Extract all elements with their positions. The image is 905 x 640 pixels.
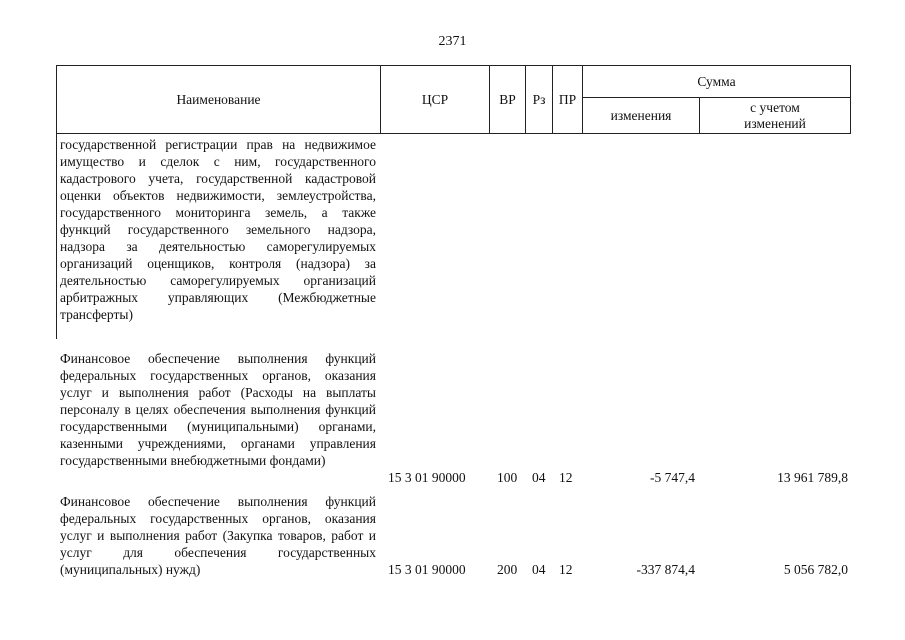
header-name: Наименование	[56, 65, 381, 134]
row-total: 5 056 782,0	[783, 562, 848, 577]
row-vr: 100	[497, 470, 518, 485]
row-pr: 12	[559, 562, 573, 577]
header-rz: Рз	[525, 65, 553, 134]
row-name: Финансовое обеспечение выполнения функций федеральных государственных органов, оказания услуг и выполнения работ (Закупка товаров, работ и услуг для обеспечения государственных (муниципальных) нужд)	[60, 494, 376, 577]
row-total: 13 961 789,8	[777, 470, 848, 485]
row-csr: 15 3 01 90000	[388, 470, 466, 485]
header-csr: ЦСР	[380, 65, 490, 134]
row-pr: 12	[559, 470, 573, 485]
header-pr: ПР	[552, 65, 583, 134]
header-sum: Сумма	[582, 65, 851, 98]
row-name: Финансовое обеспечение выполнения функций федеральных государственных органов, оказания услуг и выполнения работ (Расходы на выплаты персоналу в целях обеспечения выполнения функций государственными (муниципальными) органами, казенными учреждениями, органами управления государственными внебюджетными фондами)	[60, 351, 376, 468]
row-change: -337 874,4	[636, 562, 695, 577]
header-with-changes: с учетом изменений	[699, 97, 851, 134]
row-csr: 15 3 01 90000	[388, 562, 466, 577]
row-rz: 04	[532, 562, 546, 577]
table-left-border	[56, 134, 57, 339]
header-change: изменения	[582, 97, 700, 134]
row-rz: 04	[532, 470, 546, 485]
row-vr: 200	[497, 562, 518, 577]
row-change: -5 747,4	[650, 470, 695, 485]
header-vr: ВР	[489, 65, 526, 134]
page-number: 2371	[438, 34, 467, 49]
row-name: государственной регистрации прав на недвижимое имущество и сделок с ним, государственного кадастрового учета, государственной кадастровой оценки объектов недвижимости, землеустройства, государственного мониторинга земель, а также функций государственного земельного надзора, надзора за деятельностью саморегулируемых организаций оценщиков, контроля (надзора) за деятельностью саморегулируемых организаций арбитражных управляющих (Межбюджетные трансферты)	[60, 137, 376, 322]
